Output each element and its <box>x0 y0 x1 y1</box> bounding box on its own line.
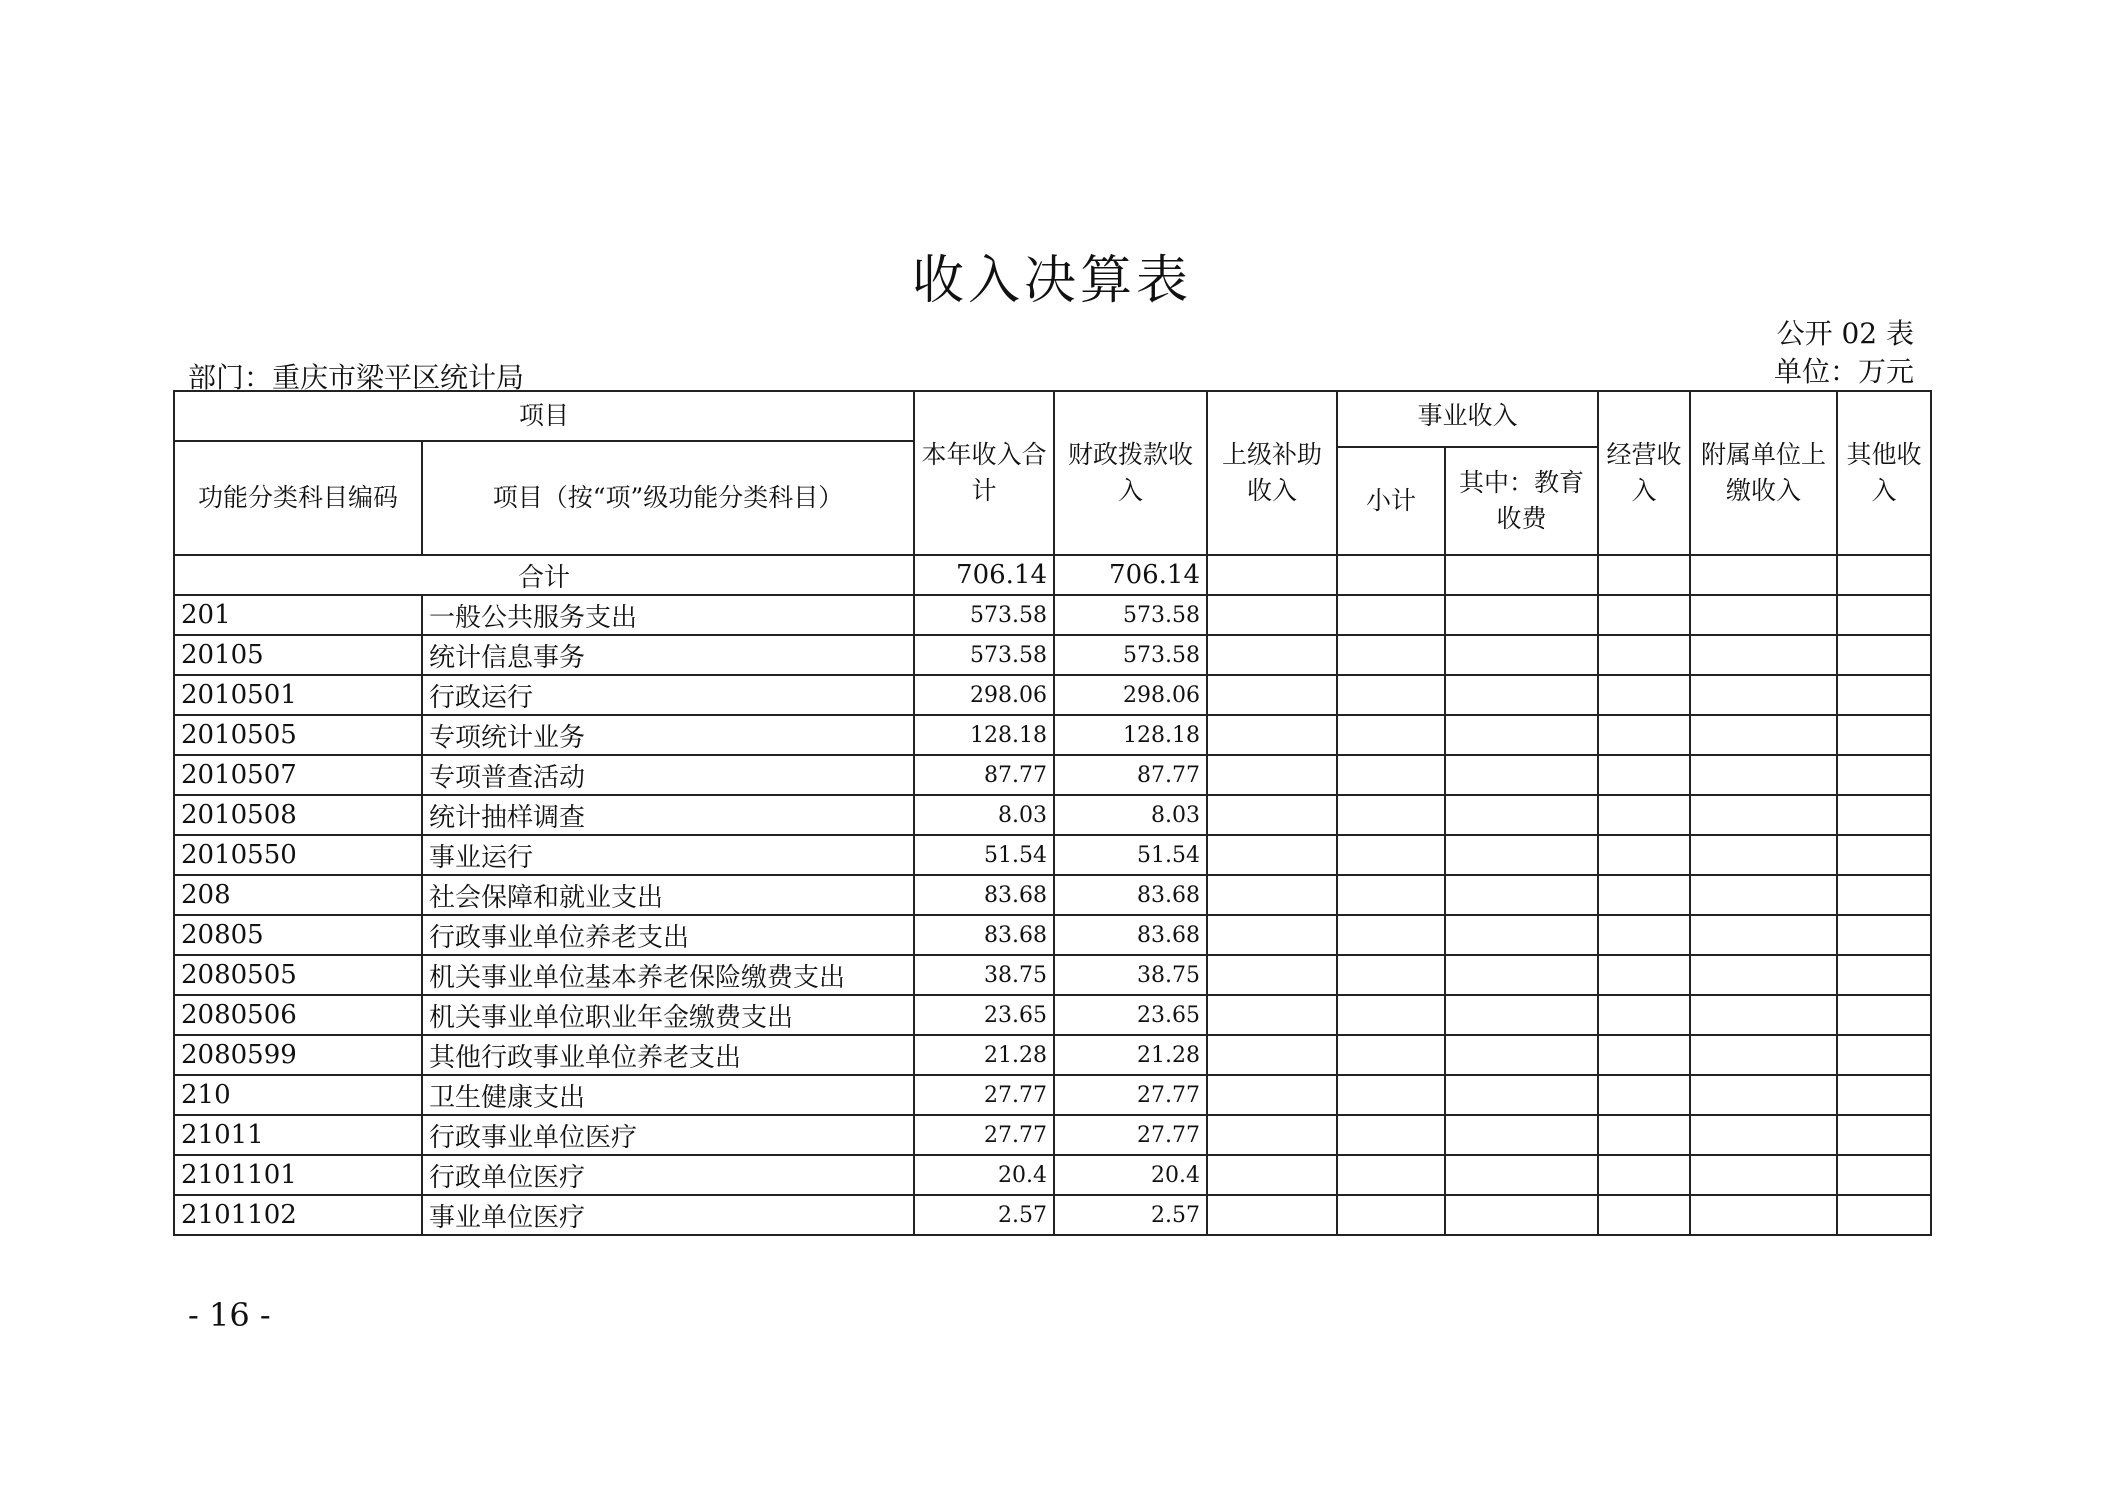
fiscal-cell: 83.68 <box>1054 875 1207 915</box>
table-row <box>174 755 1931 795</box>
form-number: 公开 02 表 <box>1776 317 1914 350</box>
empty-cell <box>1337 1155 1445 1195</box>
table-row <box>174 1115 1931 1155</box>
fiscal-cell: 20.4 <box>1054 1155 1207 1195</box>
empty-cell <box>1337 595 1445 635</box>
empty-cell <box>1337 955 1445 995</box>
fiscal-cell: 38.75 <box>1054 955 1207 995</box>
empty-cell <box>1598 595 1690 635</box>
total-income-cell: 2.57 <box>914 1195 1054 1235</box>
empty-cell <box>1690 1195 1837 1235</box>
total-income-cell: 83.68 <box>914 915 1054 955</box>
header-total-income: 本年收入合计 <box>914 391 1054 555</box>
empty-cell <box>1445 755 1598 795</box>
code-cell: 2080506 <box>174 995 422 1035</box>
name-cell: 事业运行 <box>422 835 914 875</box>
code-cell: 21011 <box>174 1115 422 1155</box>
empty-cell <box>1598 1195 1690 1235</box>
code-cell: 2101101 <box>174 1155 422 1195</box>
empty-cell <box>1837 715 1931 755</box>
page-number: - 16 - <box>188 1296 271 1334</box>
empty-cell <box>1690 675 1837 715</box>
empty-cell <box>1598 1155 1690 1195</box>
empty-cell <box>1598 1035 1690 1075</box>
total-fiscal-cell: 706.14 <box>1054 555 1207 595</box>
empty-cell <box>1690 635 1837 675</box>
total-label: 合计 <box>174 555 914 595</box>
fiscal-cell: 573.58 <box>1054 635 1207 675</box>
empty-cell <box>1207 755 1337 795</box>
empty-cell <box>1598 635 1690 675</box>
header-business-group: 事业收入 <box>1337 391 1598 447</box>
empty-cell <box>1207 1195 1337 1235</box>
empty-cell <box>1598 755 1690 795</box>
empty-cell <box>1445 995 1598 1035</box>
code-cell: 210 <box>174 1075 422 1115</box>
table-row <box>174 795 1931 835</box>
empty-cell <box>1598 1115 1690 1155</box>
empty-cell <box>1337 635 1445 675</box>
empty-cell <box>1207 1155 1337 1195</box>
unit-label: 单位：万元 <box>1773 355 1914 388</box>
total-income-cell: 298.06 <box>914 675 1054 715</box>
empty-cell <box>1690 915 1837 955</box>
empty-cell <box>1207 875 1337 915</box>
empty-cell <box>1445 1035 1598 1075</box>
header-code: 功能分类科目编码 <box>174 441 422 555</box>
empty-cell <box>1337 1075 1445 1115</box>
table-row <box>174 1035 1931 1075</box>
empty-cell <box>1837 915 1931 955</box>
table-row <box>174 995 1931 1035</box>
empty-cell <box>1598 1075 1690 1115</box>
code-cell: 2080599 <box>174 1035 422 1075</box>
empty-cell <box>1690 1155 1837 1195</box>
empty-cell <box>1837 1195 1931 1235</box>
empty-cell <box>1837 555 1931 595</box>
total-income-cell: 27.77 <box>914 1075 1054 1115</box>
table-row <box>174 875 1931 915</box>
table-row <box>174 675 1931 715</box>
empty-cell <box>1207 675 1337 715</box>
empty-cell <box>1690 795 1837 835</box>
empty-cell <box>1837 875 1931 915</box>
code-cell: 2080505 <box>174 955 422 995</box>
code-cell: 2010550 <box>174 835 422 875</box>
empty-cell <box>1337 795 1445 835</box>
total-income-cell: 128.18 <box>914 715 1054 755</box>
empty-cell <box>1837 795 1931 835</box>
empty-cell <box>1207 715 1337 755</box>
table-row <box>174 1195 1931 1235</box>
empty-cell <box>1337 915 1445 955</box>
empty-cell <box>1207 595 1337 635</box>
page-title: 收入决算表 <box>911 251 1192 311</box>
name-cell: 机关事业单位职业年金缴费支出 <box>422 995 914 1035</box>
empty-cell <box>1837 995 1931 1035</box>
empty-cell <box>1598 835 1690 875</box>
empty-cell <box>1207 955 1337 995</box>
empty-cell <box>1337 755 1445 795</box>
table-row <box>174 595 1931 635</box>
name-cell: 行政运行 <box>422 675 914 715</box>
empty-cell <box>1598 555 1690 595</box>
empty-cell <box>1337 835 1445 875</box>
empty-cell <box>1837 675 1931 715</box>
empty-cell <box>1337 1195 1445 1235</box>
code-cell: 201 <box>174 595 422 635</box>
empty-cell <box>1598 715 1690 755</box>
empty-cell <box>1445 595 1598 635</box>
name-cell: 其他行政事业单位养老支出 <box>422 1035 914 1075</box>
total-income-cell: 51.54 <box>914 835 1054 875</box>
name-cell: 行政单位医疗 <box>422 1155 914 1195</box>
fiscal-cell: 83.68 <box>1054 915 1207 955</box>
name-cell: 专项统计业务 <box>422 715 914 755</box>
fiscal-cell: 23.65 <box>1054 995 1207 1035</box>
empty-cell <box>1690 875 1837 915</box>
empty-cell <box>1445 795 1598 835</box>
empty-cell <box>1445 635 1598 675</box>
empty-cell <box>1207 915 1337 955</box>
total-income-cell: 38.75 <box>914 955 1054 995</box>
empty-cell <box>1207 1035 1337 1075</box>
total-income-cell: 573.58 <box>914 595 1054 635</box>
department-label: 部门：重庆市梁平区统计局 <box>188 361 525 394</box>
empty-cell <box>1598 915 1690 955</box>
income-statement-table <box>173 390 1932 1236</box>
empty-cell <box>1598 675 1690 715</box>
empty-cell <box>1598 795 1690 835</box>
empty-cell <box>1445 835 1598 875</box>
total-income-cell: 27.77 <box>914 1115 1054 1155</box>
empty-cell <box>1207 795 1337 835</box>
empty-cell <box>1837 835 1931 875</box>
fiscal-cell: 8.03 <box>1054 795 1207 835</box>
empty-cell <box>1445 915 1598 955</box>
total-income-cell: 83.68 <box>914 875 1054 915</box>
empty-cell <box>1337 715 1445 755</box>
empty-cell <box>1207 555 1337 595</box>
empty-cell <box>1337 875 1445 915</box>
empty-cell <box>1837 1035 1931 1075</box>
code-cell: 20105 <box>174 635 422 675</box>
code-cell: 208 <box>174 875 422 915</box>
header-project-group: 项目 <box>174 391 914 441</box>
name-cell: 行政事业单位医疗 <box>422 1115 914 1155</box>
empty-cell <box>1445 875 1598 915</box>
name-cell: 统计信息事务 <box>422 635 914 675</box>
header-name: 项目（按“项”级功能分类科目） <box>422 441 914 555</box>
fiscal-cell: 27.77 <box>1054 1075 1207 1115</box>
total-income-cell: 20.4 <box>914 1155 1054 1195</box>
empty-cell <box>1690 955 1837 995</box>
total-income-cell: 8.03 <box>914 795 1054 835</box>
empty-cell <box>1598 955 1690 995</box>
empty-cell <box>1337 675 1445 715</box>
code-cell: 2010508 <box>174 795 422 835</box>
empty-cell <box>1837 755 1931 795</box>
empty-cell <box>1445 1075 1598 1115</box>
empty-cell <box>1690 595 1837 635</box>
table-row <box>174 835 1931 875</box>
empty-cell <box>1337 555 1445 595</box>
table-row <box>174 1155 1931 1195</box>
table-row <box>174 955 1931 995</box>
empty-cell <box>1690 555 1837 595</box>
code-cell: 2101102 <box>174 1195 422 1235</box>
empty-cell <box>1445 715 1598 755</box>
fiscal-cell: 87.77 <box>1054 755 1207 795</box>
total-row <box>174 555 1931 595</box>
empty-cell <box>1690 755 1837 795</box>
empty-cell <box>1337 995 1445 1035</box>
empty-cell <box>1445 1115 1598 1155</box>
total-income-cell: 21.28 <box>914 1035 1054 1075</box>
empty-cell <box>1690 1115 1837 1155</box>
empty-cell <box>1445 955 1598 995</box>
empty-cell <box>1207 1075 1337 1115</box>
table-row <box>174 1075 1931 1115</box>
table-body <box>174 555 1931 1235</box>
name-cell: 社会保障和就业支出 <box>422 875 914 915</box>
empty-cell <box>1690 1075 1837 1115</box>
name-cell: 机关事业单位基本养老保险缴费支出 <box>422 955 914 995</box>
empty-cell <box>1445 675 1598 715</box>
total-income-cell: 23.65 <box>914 995 1054 1035</box>
name-cell: 专项普查活动 <box>422 755 914 795</box>
header-education: 其中：教育收费 <box>1445 447 1598 555</box>
empty-cell <box>1207 835 1337 875</box>
total-income-cell: 573.58 <box>914 635 1054 675</box>
fiscal-cell: 51.54 <box>1054 835 1207 875</box>
table-row <box>174 915 1931 955</box>
empty-cell <box>1837 1075 1931 1115</box>
header-other: 其他收入 <box>1837 391 1931 555</box>
empty-cell <box>1337 1115 1445 1155</box>
header-fiscal: 财政拨款收入 <box>1054 391 1207 555</box>
empty-cell <box>1207 1115 1337 1155</box>
fiscal-cell: 298.06 <box>1054 675 1207 715</box>
empty-cell <box>1837 1155 1931 1195</box>
empty-cell <box>1445 555 1598 595</box>
empty-cell <box>1445 1155 1598 1195</box>
empty-cell <box>1690 1035 1837 1075</box>
header-superior: 上级补助收入 <box>1207 391 1337 555</box>
fiscal-cell: 573.58 <box>1054 595 1207 635</box>
empty-cell <box>1690 995 1837 1035</box>
empty-cell <box>1598 995 1690 1035</box>
code-cell: 2010507 <box>174 755 422 795</box>
fiscal-cell: 27.77 <box>1054 1115 1207 1155</box>
table-row <box>174 635 1931 675</box>
empty-cell <box>1445 1195 1598 1235</box>
code-cell: 2010501 <box>174 675 422 715</box>
empty-cell <box>1690 835 1837 875</box>
empty-cell <box>1837 595 1931 635</box>
table-row <box>174 715 1931 755</box>
fiscal-cell: 128.18 <box>1054 715 1207 755</box>
name-cell: 卫生健康支出 <box>422 1075 914 1115</box>
empty-cell <box>1207 635 1337 675</box>
name-cell: 统计抽样调查 <box>422 795 914 835</box>
total-income-cell: 706.14 <box>914 555 1054 595</box>
empty-cell <box>1837 955 1931 995</box>
empty-cell <box>1837 1115 1931 1155</box>
empty-cell <box>1690 715 1837 755</box>
header-operating: 经营收入 <box>1598 391 1690 555</box>
header-affiliated: 附属单位上缴收入 <box>1690 391 1837 555</box>
empty-cell <box>1207 995 1337 1035</box>
fiscal-cell: 2.57 <box>1054 1195 1207 1235</box>
empty-cell <box>1337 1035 1445 1075</box>
total-income-cell: 87.77 <box>914 755 1054 795</box>
code-cell: 2010505 <box>174 715 422 755</box>
name-cell: 行政事业单位养老支出 <box>422 915 914 955</box>
name-cell: 事业单位医疗 <box>422 1195 914 1235</box>
empty-cell <box>1598 875 1690 915</box>
header-subtotal: 小计 <box>1337 447 1445 555</box>
name-cell: 一般公共服务支出 <box>422 595 914 635</box>
code-cell: 20805 <box>174 915 422 955</box>
empty-cell <box>1837 635 1931 675</box>
fiscal-cell: 21.28 <box>1054 1035 1207 1075</box>
